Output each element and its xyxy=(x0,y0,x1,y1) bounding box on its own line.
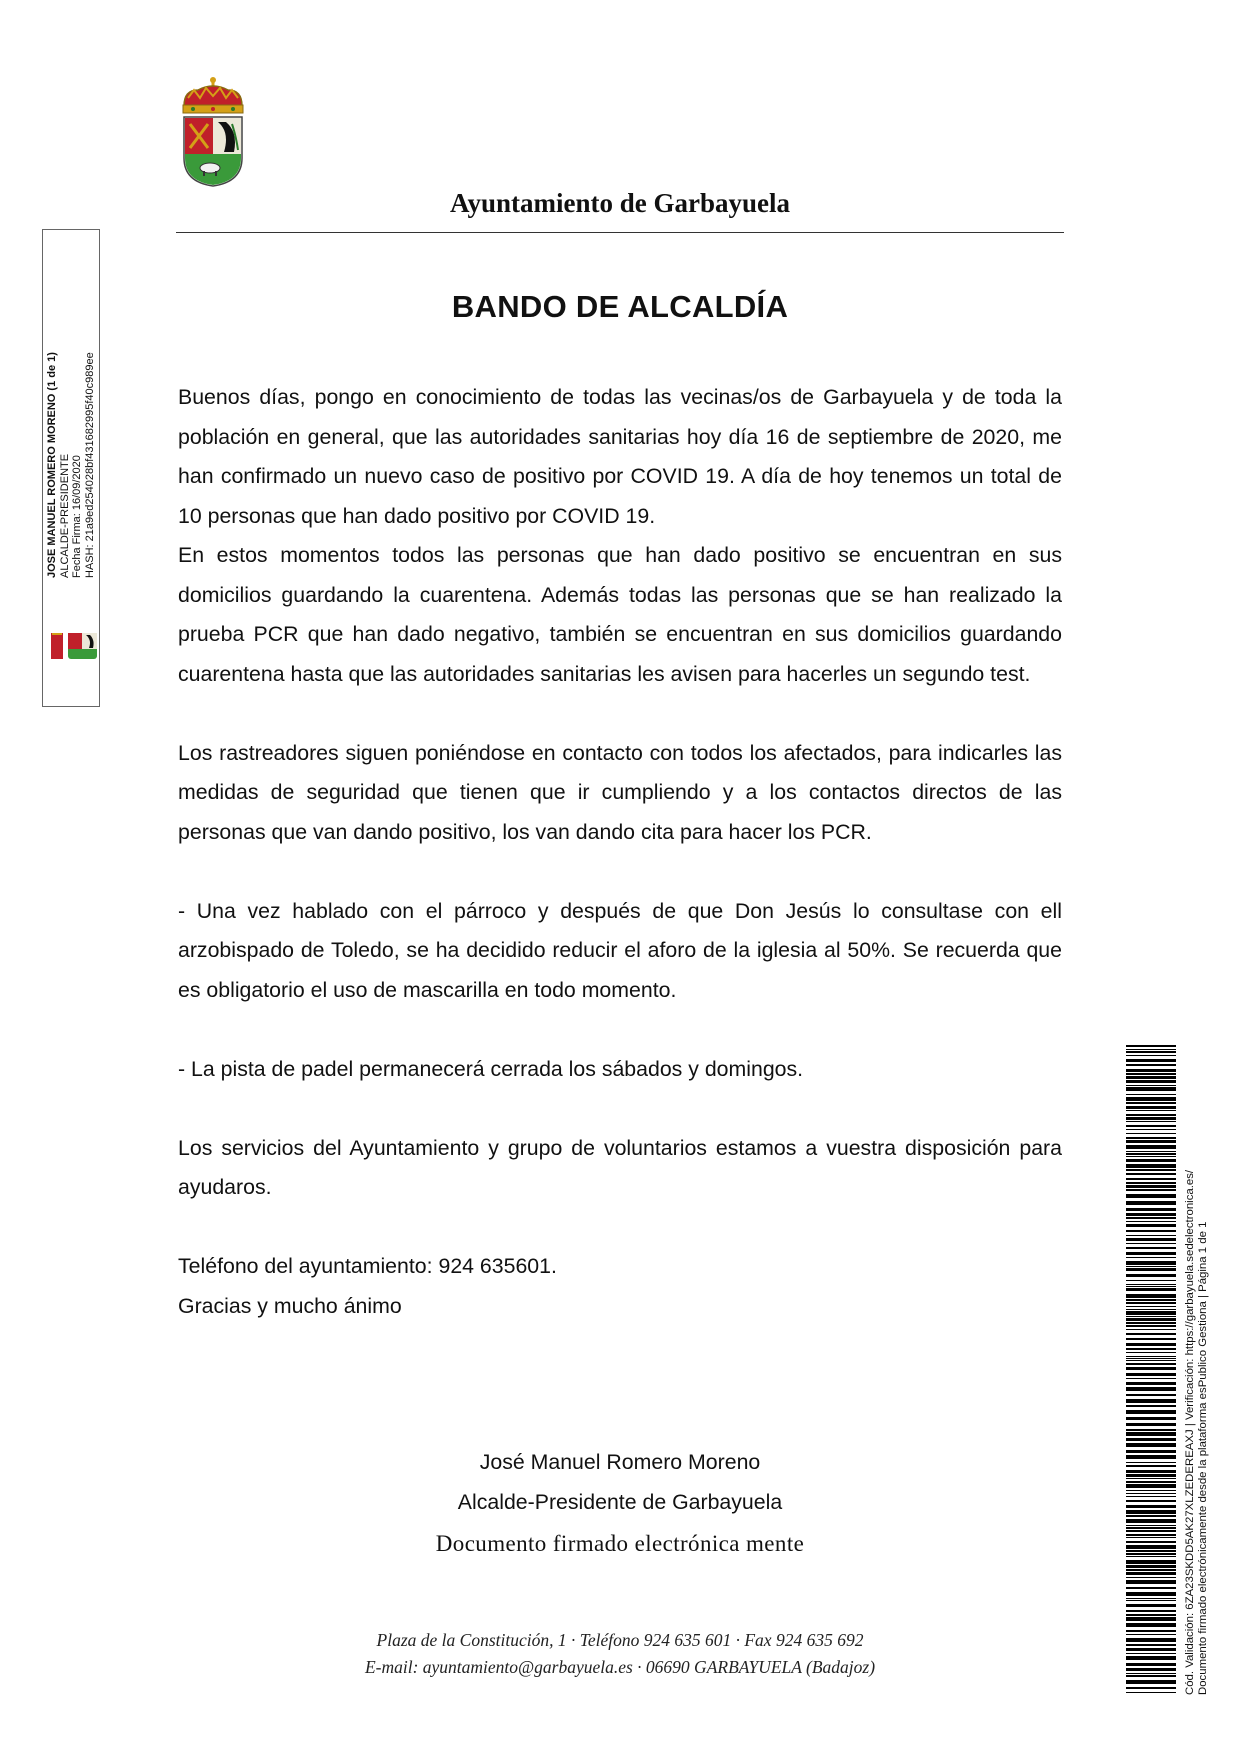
barcode-bar xyxy=(1126,1257,1176,1258)
barcode-bar xyxy=(1126,1553,1176,1555)
validation-code-line: Cód. Validación: 6ZA23SKDD5AK27XLZEDEREAXJ | Verificación: https://garbayuela.sedelectronica.es/ xyxy=(1184,1169,1196,1695)
barcode-bar xyxy=(1126,1525,1176,1526)
barcode-bar xyxy=(1126,1252,1176,1255)
barcode-bar xyxy=(1126,1560,1176,1564)
barcode-bar xyxy=(1126,1284,1176,1285)
barcode-bar xyxy=(1126,1238,1176,1241)
barcode-bar xyxy=(1126,1159,1176,1162)
barcode-bar xyxy=(1126,1182,1176,1184)
barcode-bar xyxy=(1126,1343,1176,1346)
barcode-bar xyxy=(1126,1500,1176,1502)
barcode-bar xyxy=(1126,1087,1176,1091)
barcode-bar xyxy=(1126,1510,1176,1514)
barcode-bar xyxy=(1126,1059,1176,1062)
barcode-bar xyxy=(1126,1465,1176,1467)
barcode-bar xyxy=(1126,1515,1176,1517)
barcode-bar xyxy=(1126,1318,1176,1321)
barcode-bar xyxy=(1126,1325,1176,1327)
barcode-bar xyxy=(1126,1311,1176,1315)
footer-contact: E-mail: ayuntamiento@garbayuela.es · 06690 GARBAYUELA (Badajoz) xyxy=(364,1657,876,1677)
barcode-bar xyxy=(1126,1462,1176,1463)
barcode-bar xyxy=(1126,1474,1176,1477)
barcode-bar xyxy=(1126,1064,1176,1066)
stamp-crest-icon xyxy=(48,630,100,662)
barcode-bar xyxy=(1126,1687,1176,1689)
barcode-bar xyxy=(1126,1604,1176,1607)
barcode-bar xyxy=(1126,1185,1176,1188)
barcode-bar xyxy=(1126,1634,1176,1635)
phone-line: Teléfono del ayuntamiento: 924 635601. xyxy=(178,1254,557,1278)
barcode-bar xyxy=(1126,1382,1176,1385)
barcode-bar xyxy=(1126,1306,1176,1307)
barcode-bar xyxy=(1126,1598,1176,1599)
barcode-bar xyxy=(1126,1329,1176,1330)
barcode-bar xyxy=(1126,1484,1176,1488)
barcode-bar xyxy=(1126,1387,1176,1391)
barcode-bar xyxy=(1126,1644,1176,1646)
barcode-bar xyxy=(1126,1675,1176,1677)
barcode-bar xyxy=(1126,1235,1176,1236)
barcode-bar xyxy=(1126,1673,1176,1674)
barcode-bar xyxy=(1126,1102,1176,1104)
document-title: BANDO DE ALCALDÍA xyxy=(451,289,789,324)
barcode-bar xyxy=(1126,1692,1176,1693)
page-footer xyxy=(176,1627,1064,1681)
barcode-bar xyxy=(1126,1556,1176,1557)
barcode-bar xyxy=(1126,1450,1176,1453)
barcode-bar xyxy=(1126,1358,1176,1359)
barcode-bar xyxy=(1126,1178,1176,1180)
barcode-bar xyxy=(1126,1577,1176,1578)
barcode-bar xyxy=(1126,1373,1176,1376)
barcode-bar xyxy=(1126,1550,1176,1552)
stamp-date: Fecha Firma: 16/09/2020 xyxy=(71,455,83,578)
signer-name: José Manuel Romero Moreno xyxy=(479,1450,761,1474)
barcode-bar xyxy=(1126,1478,1176,1479)
header-divider xyxy=(176,232,1064,233)
barcode-bar xyxy=(1126,1333,1176,1335)
barcode-bar xyxy=(1126,1614,1176,1616)
barcode-bar xyxy=(1126,1534,1176,1536)
barcode-bar xyxy=(1126,1656,1176,1660)
barcode-bar xyxy=(1126,1417,1176,1420)
barcode-bar xyxy=(1126,1470,1176,1473)
signature-block xyxy=(176,1442,1064,1564)
barcode-bar xyxy=(1126,1530,1176,1532)
barcode-bar xyxy=(1126,1173,1176,1175)
coat-of-arms-icon xyxy=(178,76,248,188)
closing-line: Gracias y mucho ánimo xyxy=(178,1293,402,1318)
barcode-bar xyxy=(1126,1493,1176,1494)
barcode-bar xyxy=(1126,1545,1176,1549)
barcode-bar xyxy=(1126,1322,1176,1324)
barcode-bar xyxy=(1126,1261,1176,1265)
barcode-bar xyxy=(1126,1288,1176,1291)
barcode-bar xyxy=(1126,1455,1176,1459)
barcode-bar xyxy=(1126,1106,1176,1109)
barcode-bar xyxy=(1126,1125,1176,1127)
paragraph-case-report: Buenos días, pongo en conocimiento de todas las vecinas/os de Garbayuela y de toda la población en general, que las autoridades sanitarias hoy día 16 de septiembre de 2020, me han confirmado un nuevo caso de positivo por COVID 19. A día de hoy tenemos un total de 10 personas que han dado positivo por COVID 19. xyxy=(178,385,1062,528)
barcode-bar xyxy=(1126,1153,1176,1155)
barcode-bar xyxy=(1126,1363,1176,1365)
document-body xyxy=(178,378,1062,1326)
barcode-bar xyxy=(1126,1481,1176,1483)
barcode-bar xyxy=(1126,1423,1176,1426)
barcode-bar xyxy=(1126,1592,1176,1596)
barcode-bar xyxy=(1126,1076,1176,1079)
barcode-bar xyxy=(1126,1360,1176,1361)
barcode-bar xyxy=(1126,1338,1176,1340)
barcode-bar xyxy=(1126,1617,1176,1621)
barcode-bar xyxy=(1126,1247,1176,1249)
barcode-bar xyxy=(1126,1164,1176,1168)
stamp-role: ALCALDE-PRESIDENTE xyxy=(58,453,71,578)
barcode-bar xyxy=(1126,1429,1176,1431)
barcode-bar xyxy=(1126,1266,1176,1267)
validation-text xyxy=(1184,1055,1210,1695)
barcode-bar xyxy=(1126,1352,1176,1353)
barcode-bar xyxy=(1126,1286,1176,1287)
barcode-bar xyxy=(1126,1194,1176,1198)
paragraph-trackers: Los rastreadores siguen poniéndose en contacto con todos los afectados, para indicarles las medidas de seguridad que tienen que ir cumpliendo y a los contactos directos de las personas que van dando positivo, los van dando cita para hacer los PCR. xyxy=(178,740,1062,844)
paragraph-services: Los servicios del Ayuntamiento y grupo de voluntarios estamos a vuestra disposición para ayudaros. xyxy=(178,1135,1062,1199)
barcode-bar xyxy=(1126,1309,1176,1310)
barcode-bar xyxy=(1126,1189,1176,1191)
barcode-bar xyxy=(1126,1156,1176,1157)
e-signature-stamp-text xyxy=(46,318,96,578)
barcode-bar xyxy=(1126,1221,1176,1222)
barcode-bar xyxy=(1126,1051,1176,1053)
barcode-bar xyxy=(1126,1443,1176,1447)
barcode-bar xyxy=(1126,1294,1176,1298)
barcode-bar xyxy=(1126,1505,1176,1508)
barcode-bar xyxy=(1126,1224,1176,1227)
barcode-bar xyxy=(1126,1394,1176,1396)
barcode-bar xyxy=(1126,1490,1176,1491)
barcode-bar xyxy=(1126,1080,1176,1083)
barcode-bar xyxy=(1126,1410,1176,1414)
barcode-bar xyxy=(1126,1348,1176,1350)
barcode-bar xyxy=(1126,1055,1176,1056)
barcode-bar xyxy=(1126,1169,1176,1171)
barcode-bar xyxy=(1126,1230,1176,1232)
paragraph-quarantine: En estos momentos todos las personas que han dado positivo se encuentran en sus domicilios guardando la cuarentena. Además todas las personas que se han realizado la prueba PCR que han dado negativo, también se encuentran en sus domicilios guardando cuarentena hasta que las autoridades sanitarias les avisen para hacerles un segundo test. xyxy=(178,543,1062,686)
barcode-bar xyxy=(1126,1114,1176,1116)
footer-address: Plaza de la Constitución, 1 · Teléfono 924 635 601 · Fax 924 635 692 xyxy=(376,1630,864,1650)
barcode-bar xyxy=(1126,1097,1176,1101)
validation-barcode xyxy=(1126,1045,1176,1693)
barcode-bar xyxy=(1126,1399,1176,1403)
validation-platform-line: Documento firmado electrónicamente desde la plataforma esPublico Gestiona | Página 1 de 1 xyxy=(1197,1221,1209,1695)
barcode-bar xyxy=(1126,1663,1176,1666)
barcode-bar xyxy=(1126,1151,1176,1152)
barcode-bar xyxy=(1126,1630,1176,1632)
barcode-bar xyxy=(1126,1299,1176,1301)
barcode-bar xyxy=(1126,1145,1176,1149)
barcode-bar xyxy=(1126,1638,1176,1642)
signer-role: Alcalde-Presidente de Garbayuela xyxy=(457,1490,783,1514)
barcode-bar xyxy=(1126,1045,1176,1047)
barcode-bar xyxy=(1126,1280,1176,1281)
spacer xyxy=(178,1208,1062,1248)
barcode-bar xyxy=(1126,1587,1176,1589)
barcode-bar xyxy=(1126,1623,1176,1627)
barcode-bar xyxy=(1126,1527,1176,1529)
barcode-bar xyxy=(1126,1217,1176,1219)
spacer xyxy=(178,852,1062,892)
barcode-bar xyxy=(1126,1572,1176,1575)
barcode-bar xyxy=(1126,1129,1176,1130)
barcode-bar xyxy=(1126,1438,1176,1441)
barcode-bar xyxy=(1126,1208,1176,1211)
barcode-bar xyxy=(1126,1121,1176,1122)
barcode-bar xyxy=(1126,1580,1176,1584)
paragraph-padel: - La pista de padel permanecerá cerrada los sábados y domingos. xyxy=(178,1056,804,1081)
barcode-bar xyxy=(1126,1268,1176,1271)
stamp-signer: JOSE MANUEL ROMERO MORENO (1 de 1) xyxy=(46,352,58,578)
barcode-bar xyxy=(1126,1680,1176,1684)
spacer xyxy=(178,1089,1062,1129)
barcode-bar xyxy=(1126,1140,1176,1143)
barcode-bar xyxy=(1126,1610,1176,1612)
barcode-bar xyxy=(1126,1201,1176,1205)
barcode-bar xyxy=(1126,1302,1176,1304)
barcode-bar xyxy=(1126,1519,1176,1523)
barcode-bar xyxy=(1126,1541,1176,1543)
barcode-bar xyxy=(1126,1600,1176,1601)
signed-note: Documento firmado electrónica mente xyxy=(435,1531,805,1556)
barcode-bar xyxy=(1126,1356,1176,1357)
barcode-bar xyxy=(1126,1648,1176,1651)
barcode-bar xyxy=(1126,1133,1176,1134)
barcode-bar xyxy=(1126,1316,1176,1317)
barcode-bar xyxy=(1126,1274,1176,1277)
barcode-bar xyxy=(1126,1569,1176,1571)
barcode-bar xyxy=(1126,1653,1176,1654)
stamp-hash: HASH: 21a9ed254028bf431682995f40c989ee xyxy=(83,352,96,578)
barcode-bar xyxy=(1126,1432,1176,1436)
barcode-bar xyxy=(1126,1073,1176,1075)
barcode-bar xyxy=(1126,1049,1176,1050)
barcode-bar xyxy=(1126,1565,1176,1568)
barcode-bar xyxy=(1126,1496,1176,1497)
spacer xyxy=(178,694,1062,734)
barcode-bar xyxy=(1126,1243,1176,1244)
barcode-bar xyxy=(1126,1367,1176,1370)
barcode-bar xyxy=(1126,1117,1176,1120)
barcode-bar xyxy=(1126,1668,1176,1671)
barcode-bar xyxy=(1126,1069,1176,1072)
barcode-bar xyxy=(1126,1110,1176,1111)
barcode-bar xyxy=(1126,1405,1176,1407)
spacer xyxy=(178,1010,1062,1050)
barcode-bar xyxy=(1126,1213,1176,1216)
barcode-bar xyxy=(1126,1094,1176,1095)
barcode-bar xyxy=(1126,1085,1176,1086)
barcode-bar xyxy=(1126,1137,1176,1139)
barcode-bar xyxy=(1126,1378,1176,1379)
barcode-bar xyxy=(1126,1537,1176,1538)
paragraph-church: - Una vez hablado con el párroco y después de que Don Jesús lo consultase con ell arzobispado de Toledo, se ha decidido reducir el aforo de la iglesia al 50%. Se recuerda que es obligatorio el uso de mascarilla en todo momento. xyxy=(178,898,1062,1002)
organization-name: Ayuntamiento de Garbayuela xyxy=(449,188,790,218)
